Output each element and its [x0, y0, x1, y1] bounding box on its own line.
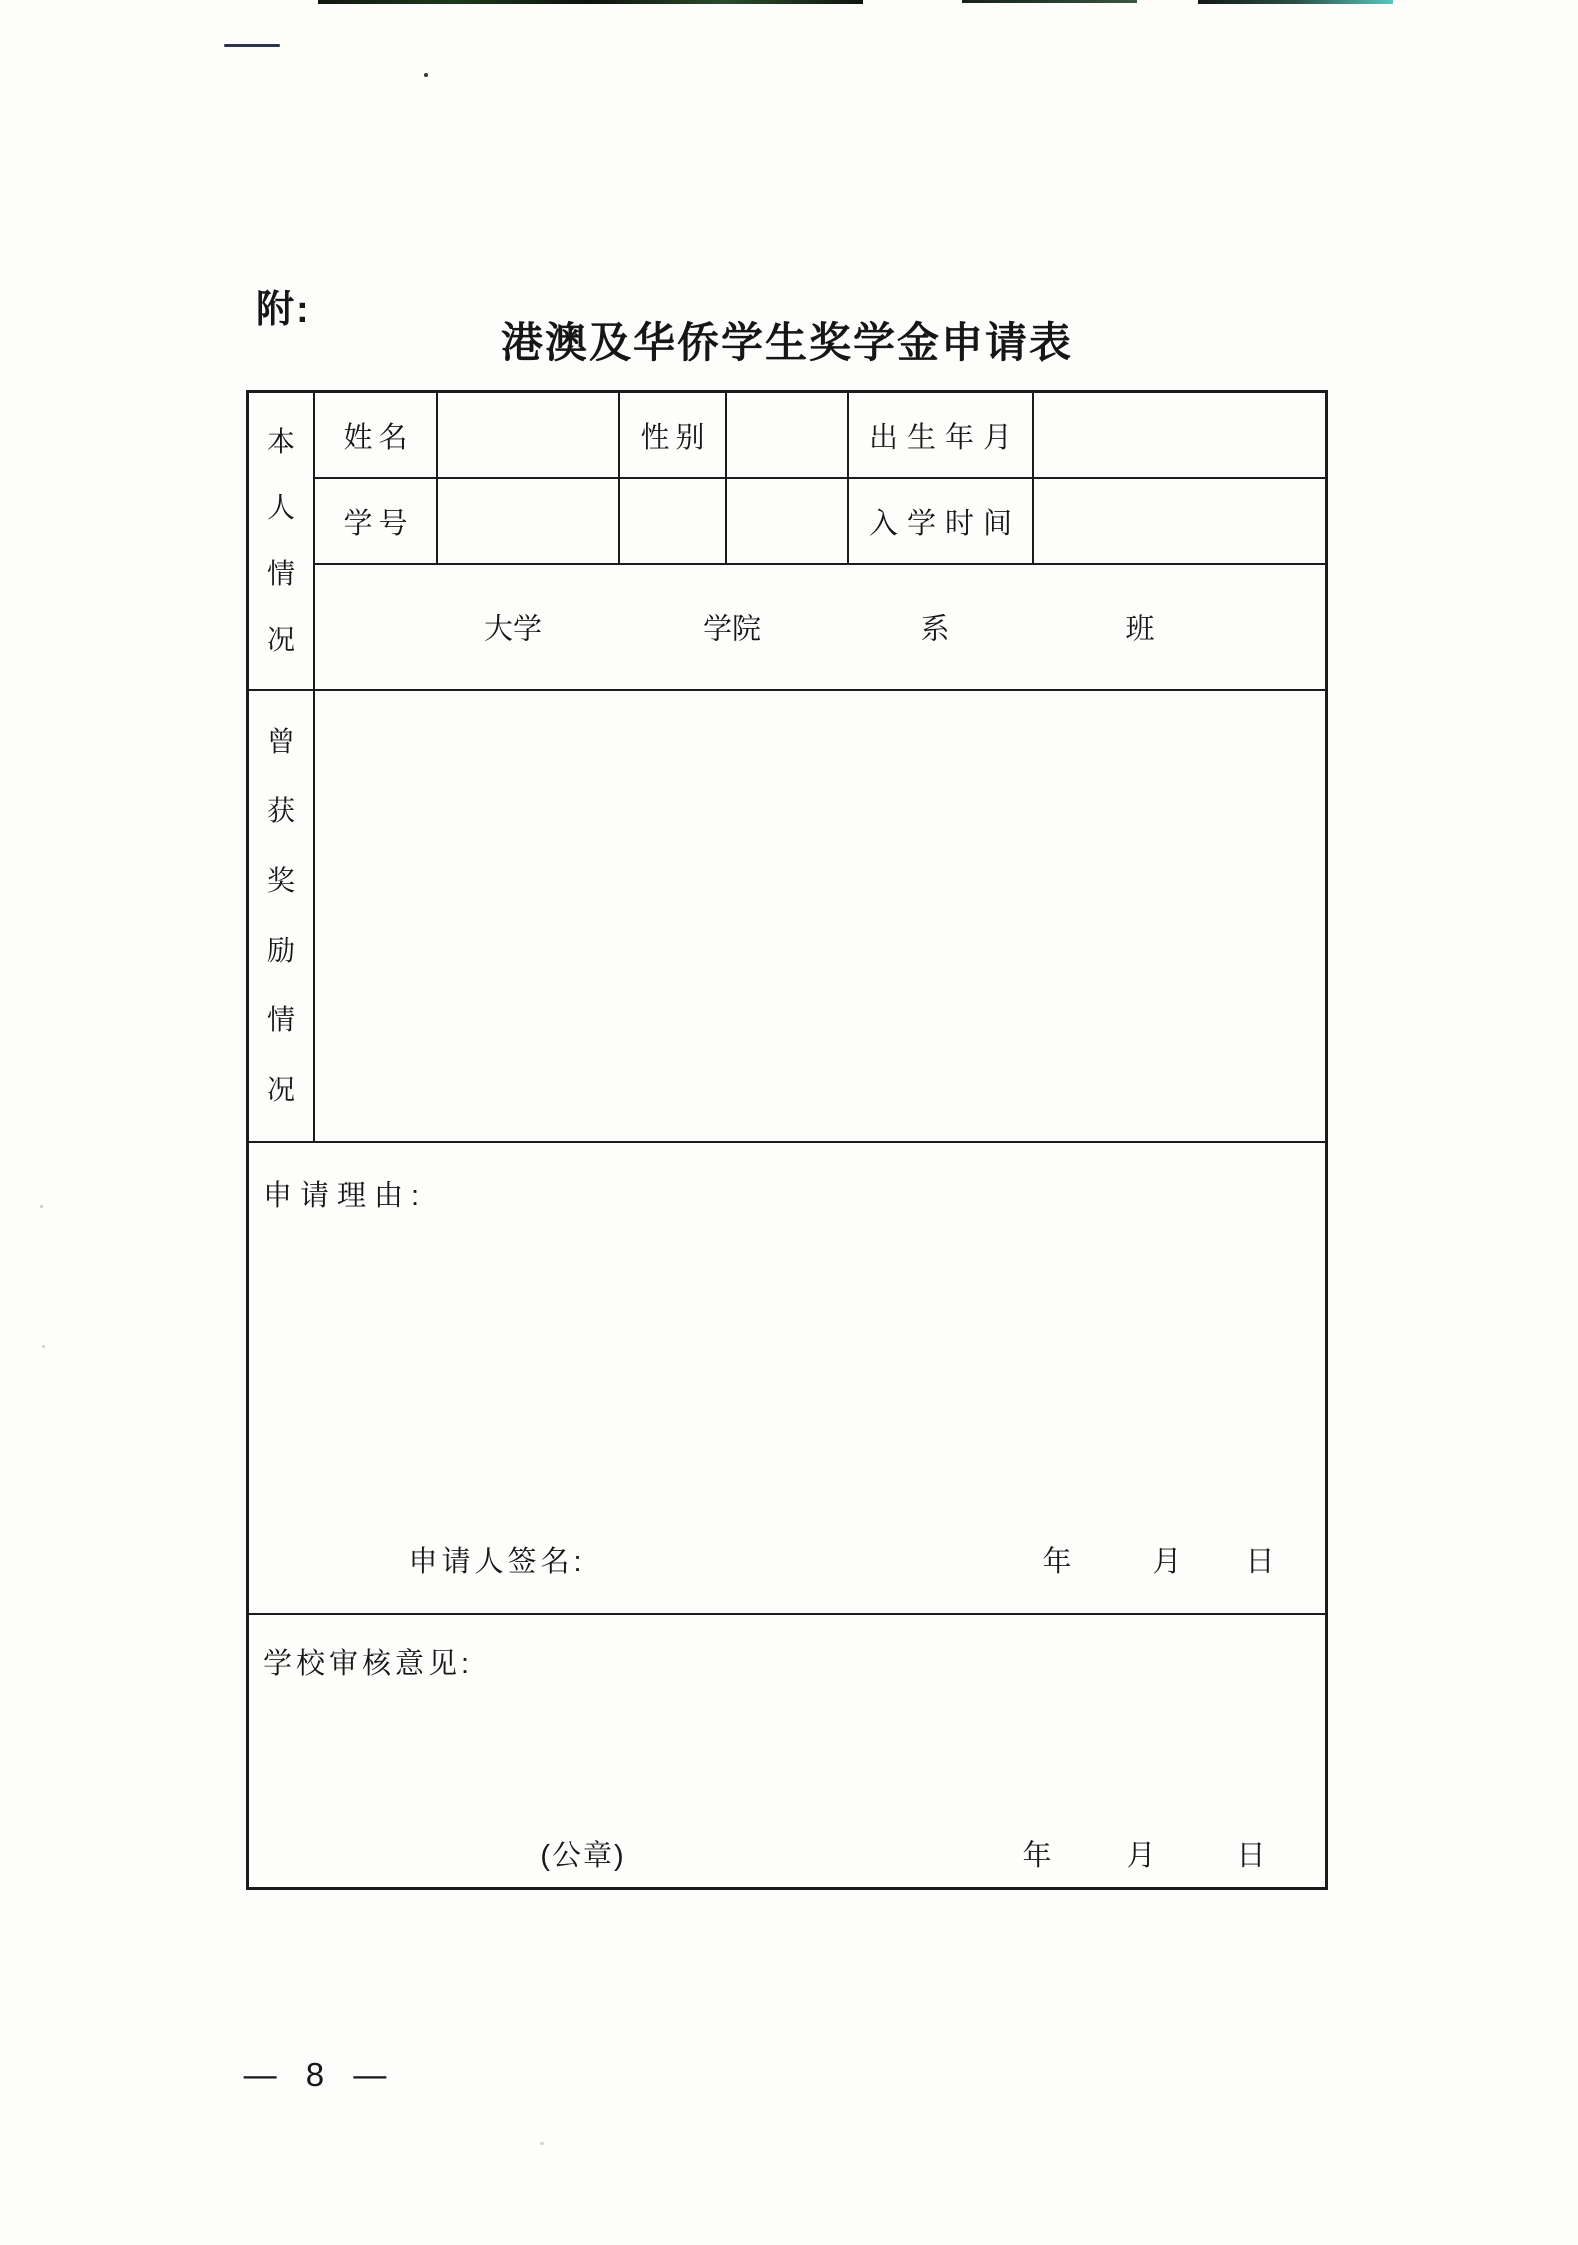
vertical-label-char: 获	[266, 795, 295, 827]
form-title: 港澳及华侨学生奖学金申请表	[500, 319, 1073, 366]
personal-info-section-label	[249, 393, 315, 689]
gender-label: 性别	[620, 393, 727, 477]
scan-artifact	[1198, 0, 1393, 4]
scan-artifact	[224, 44, 280, 47]
enrollment-time-label: 入学时间	[849, 479, 1034, 563]
vertical-label-char: 本	[266, 426, 295, 457]
name-label: 姓名	[315, 393, 438, 477]
department-label: 系	[920, 613, 950, 646]
personal-info-section	[249, 393, 1325, 691]
scan-artifact	[40, 1205, 43, 1208]
affiliation-row	[315, 565, 1325, 689]
vertical-label-char: 曾	[266, 725, 295, 757]
page-number: — 8 —	[243, 2056, 397, 2093]
awards-section	[249, 691, 1325, 1143]
student-id-label: 学号	[315, 479, 438, 563]
official-seal-label: (公章)	[540, 1840, 626, 1872]
day-label: 日	[1245, 1546, 1275, 1578]
vertical-label-char: 况	[266, 624, 295, 655]
year-label: 年	[1042, 1546, 1072, 1578]
vertical-label-char: 奖	[266, 865, 295, 897]
personal-info-grid	[315, 393, 1325, 689]
scan-artifact	[42, 1345, 45, 1348]
college-label: 学院	[702, 613, 762, 646]
application-reason-label: 申请理由:	[263, 1180, 428, 1212]
scan-artifact	[424, 73, 428, 77]
day-label: 日	[1236, 1840, 1266, 1872]
seal-date-row	[249, 1833, 1325, 1871]
application-reason-section	[249, 1143, 1325, 1615]
birth-date-label: 出生年月	[849, 393, 1034, 477]
vertical-label-char: 况	[266, 1074, 295, 1106]
applicant-signature-label: 申请人签名:	[408, 1546, 586, 1578]
signature-date-row	[249, 1539, 1325, 1577]
awards-content-cell	[315, 691, 1325, 1141]
school-review-section	[249, 1615, 1325, 1887]
vertical-label-char: 情	[266, 558, 295, 589]
table-row	[315, 393, 1325, 479]
month-label: 月	[1126, 1840, 1156, 1872]
name-value-cell	[438, 393, 620, 477]
class-label: 班	[1125, 613, 1155, 646]
year-label: 年	[1022, 1840, 1052, 1872]
vertical-label-char: 励	[266, 934, 295, 966]
enrollment-time-value-cell	[1034, 479, 1325, 563]
student-id-value-cell	[438, 479, 620, 563]
vertical-label-char: 情	[266, 1004, 295, 1036]
gender-value-cell	[727, 393, 849, 477]
vertical-label-char: 人	[266, 492, 295, 523]
university-label: 大学	[483, 613, 543, 646]
scan-artifact	[540, 2142, 544, 2145]
scan-artifact	[318, 0, 863, 4]
month-label: 月	[1152, 1546, 1182, 1578]
awards-section-label	[249, 691, 315, 1141]
birth-date-value-cell	[1034, 393, 1325, 477]
table-row	[315, 479, 1325, 565]
attachment-label: 附:	[256, 289, 311, 331]
application-form-table	[246, 390, 1328, 1890]
school-review-label: 学校审核意见:	[263, 1648, 474, 1680]
scan-artifact	[962, 0, 1137, 3]
empty-cell	[727, 479, 849, 563]
empty-cell	[620, 479, 727, 563]
